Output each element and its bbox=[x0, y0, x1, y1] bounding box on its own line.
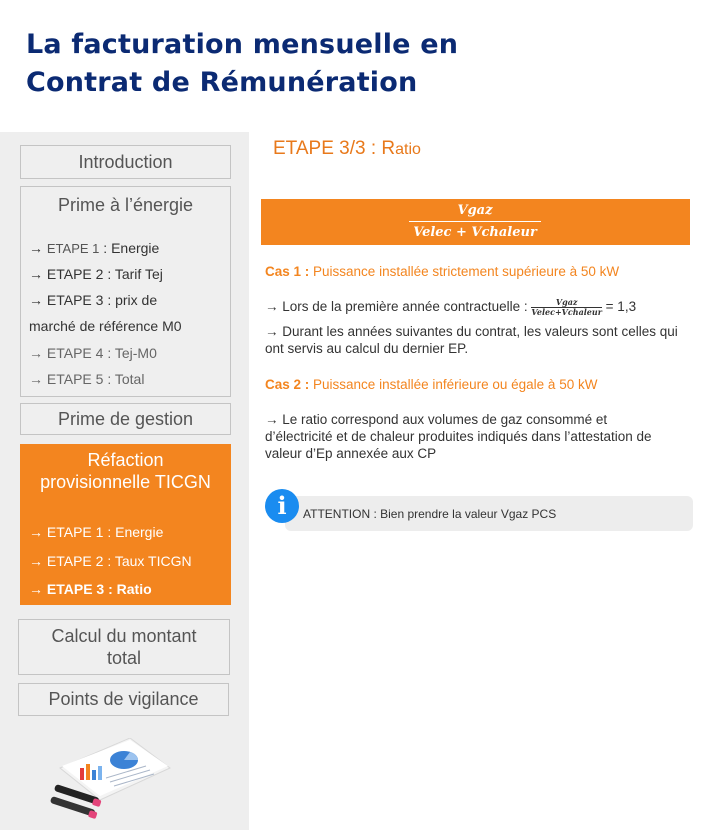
fraction-line bbox=[409, 221, 541, 222]
inline-formula-numerator: Vgaz bbox=[555, 297, 578, 307]
cas-1-paragraph-1 bbox=[265, 298, 695, 317]
refaction-step-2[interactable] bbox=[29, 548, 192, 574]
inline-ratio-formula bbox=[531, 298, 602, 317]
formula-banner bbox=[261, 199, 690, 245]
report-illustration bbox=[50, 738, 180, 820]
refaction-step-1[interactable] bbox=[29, 519, 163, 545]
calcul-line-1: Calcul du montant bbox=[51, 626, 197, 646]
attention-text: ATTENTION : Bien prendre la valeur Vgaz PCS bbox=[303, 507, 557, 521]
refaction-title-line-1: Réfaction bbox=[87, 450, 164, 470]
step-label: ETAPE 3 bbox=[46, 292, 104, 308]
step-text: : Energie bbox=[99, 240, 160, 256]
info-glyph: i bbox=[277, 491, 287, 520]
sidebar-item-points[interactable] bbox=[18, 683, 229, 716]
points-label: Points de vigilance bbox=[48, 689, 199, 709]
prime-gestion-label: Prime de gestion bbox=[57, 409, 194, 429]
attention-callout bbox=[285, 496, 693, 531]
arrow-right-icon: → bbox=[29, 371, 43, 387]
cas-1-text: Puissance installée strictement supérieure à 50 kW bbox=[309, 264, 620, 279]
prime-step-5[interactable] bbox=[29, 366, 144, 392]
prime-step-4[interactable] bbox=[29, 340, 157, 366]
prime-step-3-cont bbox=[29, 313, 182, 339]
step-heading bbox=[273, 138, 421, 160]
sidebar-item-calcul[interactable] bbox=[18, 619, 230, 675]
step-text: ETAPE 2 : Taux TICGN bbox=[46, 553, 192, 569]
sidebar-item-prime-gestion[interactable] bbox=[20, 403, 231, 435]
prime-step-3[interactable] bbox=[29, 287, 157, 313]
step-text: marché de référence M0 bbox=[29, 318, 182, 334]
inline-formula-denominator: Velec+Vchaleur bbox=[531, 307, 602, 317]
cas-2-p-text: → Le ratio correspond aux volumes de gaz consommé et d’électricité et de chaleur produites indiqués dans l’attestation de valeur d’Ep annexée aux CP bbox=[265, 412, 652, 461]
refaction-title-line-2: provisionnelle TICGN bbox=[40, 472, 211, 492]
calcul-line-2: total bbox=[106, 648, 142, 668]
arrow-right-icon: → bbox=[29, 581, 43, 597]
cas-2-text: Puissance installée inférieure ou égale à 50 kW bbox=[309, 377, 598, 392]
formula-numerator: Vgaz bbox=[457, 203, 493, 218]
sidebar-item-refaction[interactable] bbox=[20, 444, 231, 605]
step-text: : prix de bbox=[103, 292, 158, 308]
formula-denominator: Velec + Vchaleur bbox=[413, 225, 537, 240]
step-label: ETAPE 4 bbox=[46, 345, 104, 361]
info-icon bbox=[265, 489, 299, 523]
arrow-right-icon: → bbox=[29, 266, 43, 282]
cas-2-title bbox=[265, 376, 695, 393]
cas-1-label: Cas 1 : bbox=[265, 264, 310, 279]
ratio-formula bbox=[409, 202, 541, 242]
cas-2-paragraph bbox=[265, 411, 675, 462]
prime-energie-title: Prime à l’énergie bbox=[57, 195, 194, 215]
refaction-step-3[interactable] bbox=[29, 576, 152, 602]
arrow-right-icon: → bbox=[29, 292, 43, 308]
step-text: : Tarif Tej bbox=[103, 266, 163, 282]
cas-1-p1-after: = 1,3 bbox=[601, 299, 637, 315]
arrow-right-icon: → bbox=[29, 240, 43, 256]
step-text: ETAPE 1 : Energie bbox=[46, 524, 164, 540]
cas-1-p2-text: → Durant les années suivantes du contrat, les valeurs sont celles qui ont servis au calcul du dernier EP. bbox=[265, 324, 678, 356]
title-line-1: La facturation mensuelle en bbox=[26, 29, 459, 60]
title-line-2: Contrat de Rémunération bbox=[26, 67, 418, 98]
sidebar-item-introduction[interactable] bbox=[20, 145, 231, 179]
cas-1-p1-before: → Lors de la première année contractuelle : bbox=[265, 299, 532, 315]
cas-1-title bbox=[265, 263, 695, 280]
step-heading-prefix: ETAPE 3/3 : R bbox=[273, 138, 396, 159]
page-title bbox=[26, 26, 626, 102]
arrow-right-icon: → bbox=[29, 345, 43, 361]
step-label: ETAPE 1 bbox=[46, 241, 100, 256]
sidebar bbox=[0, 132, 249, 830]
refaction-title bbox=[21, 449, 230, 493]
step-text: : Total bbox=[103, 371, 145, 387]
step-label: ETAPE 5 bbox=[46, 371, 104, 387]
step-heading-suffix: atio bbox=[395, 141, 421, 158]
step-text: ETAPE 3 : Ratio bbox=[46, 581, 152, 597]
arrow-right-icon: → bbox=[29, 553, 43, 569]
sidebar-item-prime-energie[interactable] bbox=[20, 186, 231, 397]
step-label: ETAPE 2 bbox=[46, 266, 104, 282]
prime-step-2[interactable] bbox=[29, 261, 163, 287]
prime-step-1[interactable] bbox=[29, 235, 159, 262]
cas-2-label: Cas 2 : bbox=[265, 377, 310, 392]
cas-1-paragraph-2 bbox=[265, 323, 695, 357]
arrow-right-icon: → bbox=[29, 524, 43, 540]
step-text: : Tej-M0 bbox=[103, 345, 157, 361]
introduction-label: Introduction bbox=[78, 152, 173, 172]
